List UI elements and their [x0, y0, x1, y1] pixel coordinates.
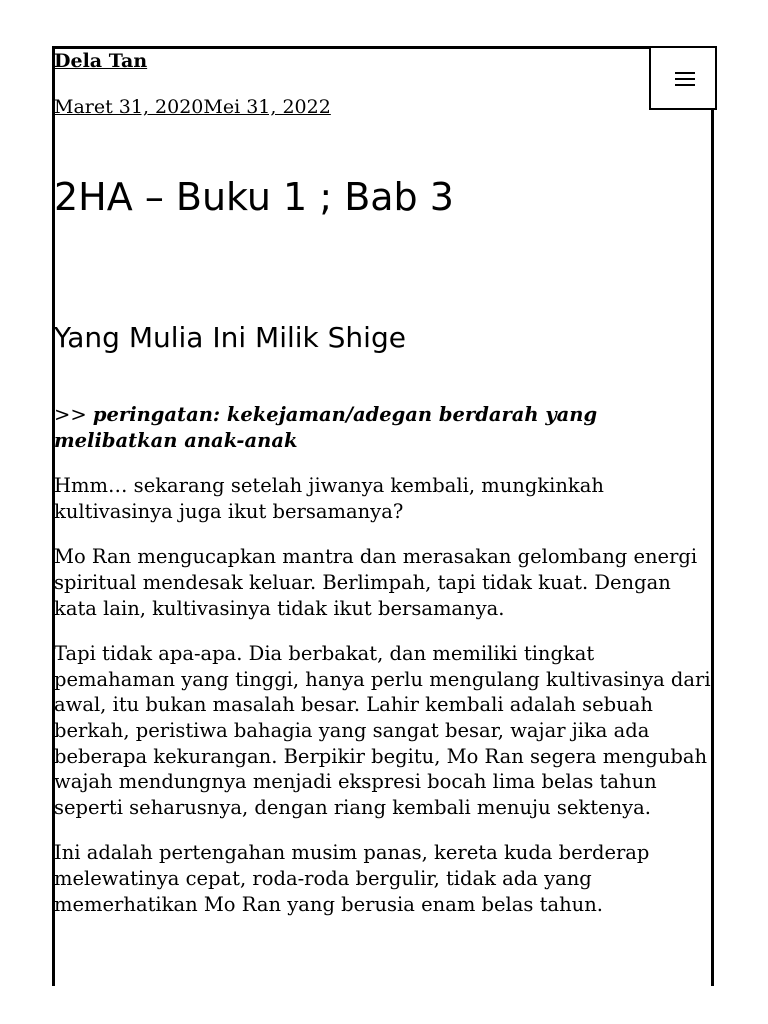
author-link[interactable]: Dela Tan — [54, 50, 148, 72]
content-warning — [54, 402, 712, 453]
menu-toggle-button[interactable] — [649, 46, 717, 110]
post-dates-link[interactable]: Maret 31, 2020Mei 31, 2022 — [54, 96, 331, 118]
hamburger-menu-icon — [675, 72, 695, 86]
paragraph: Mo Ran mengucapkan mantra dan merasakan gelombang energi spiritual mendesak keluar. Berlimpah, tapi tidak kuat. Dengan kata lain, kultivasinya tidak ikut bersamanya. — [54, 545, 698, 620]
warning-prefix: >> — [54, 403, 93, 426]
paragraph: Ini adalah pertengahan musim panas, kereta kuda berderap melewatinya cepat, roda-roda bergulir, tidak ada yang memerhatikan Mo Ran yang berusia enam belas tahun. — [54, 841, 650, 916]
article-subtitle: Yang Mulia Ini Milik Shige — [54, 321, 406, 354]
article-title: 2HA – Buku 1 ; Bab 3 — [54, 175, 454, 219]
paragraph: Tapi tidak apa-apa. Dia berbakat, dan memiliki tingkat pemahaman yang tinggi, hanya perlu mengulang kultivasinya dari awal, itu bukan masalah besar. Lahir kembali adalah sebuah berkah, peristiwa bahagia yang sangat besar, wajar jika ada beberapa kekurangan. Berpikir begitu, Mo Ran segera mengubah wajah mendungnya menjadi ekspresi bocah lima belas tahun seperti seharusnya, dengan riang kembali menuju sektenya. — [54, 642, 711, 819]
warning-text: peringatan: kekejaman/adegan berdarah yang melibatkan anak-anak — [54, 403, 598, 452]
article-body — [54, 402, 712, 937]
paragraph: Hmm… sekarang setelah jiwanya kembali, mungkinkah kultivasinya juga ikut bersamanya? — [54, 474, 604, 523]
